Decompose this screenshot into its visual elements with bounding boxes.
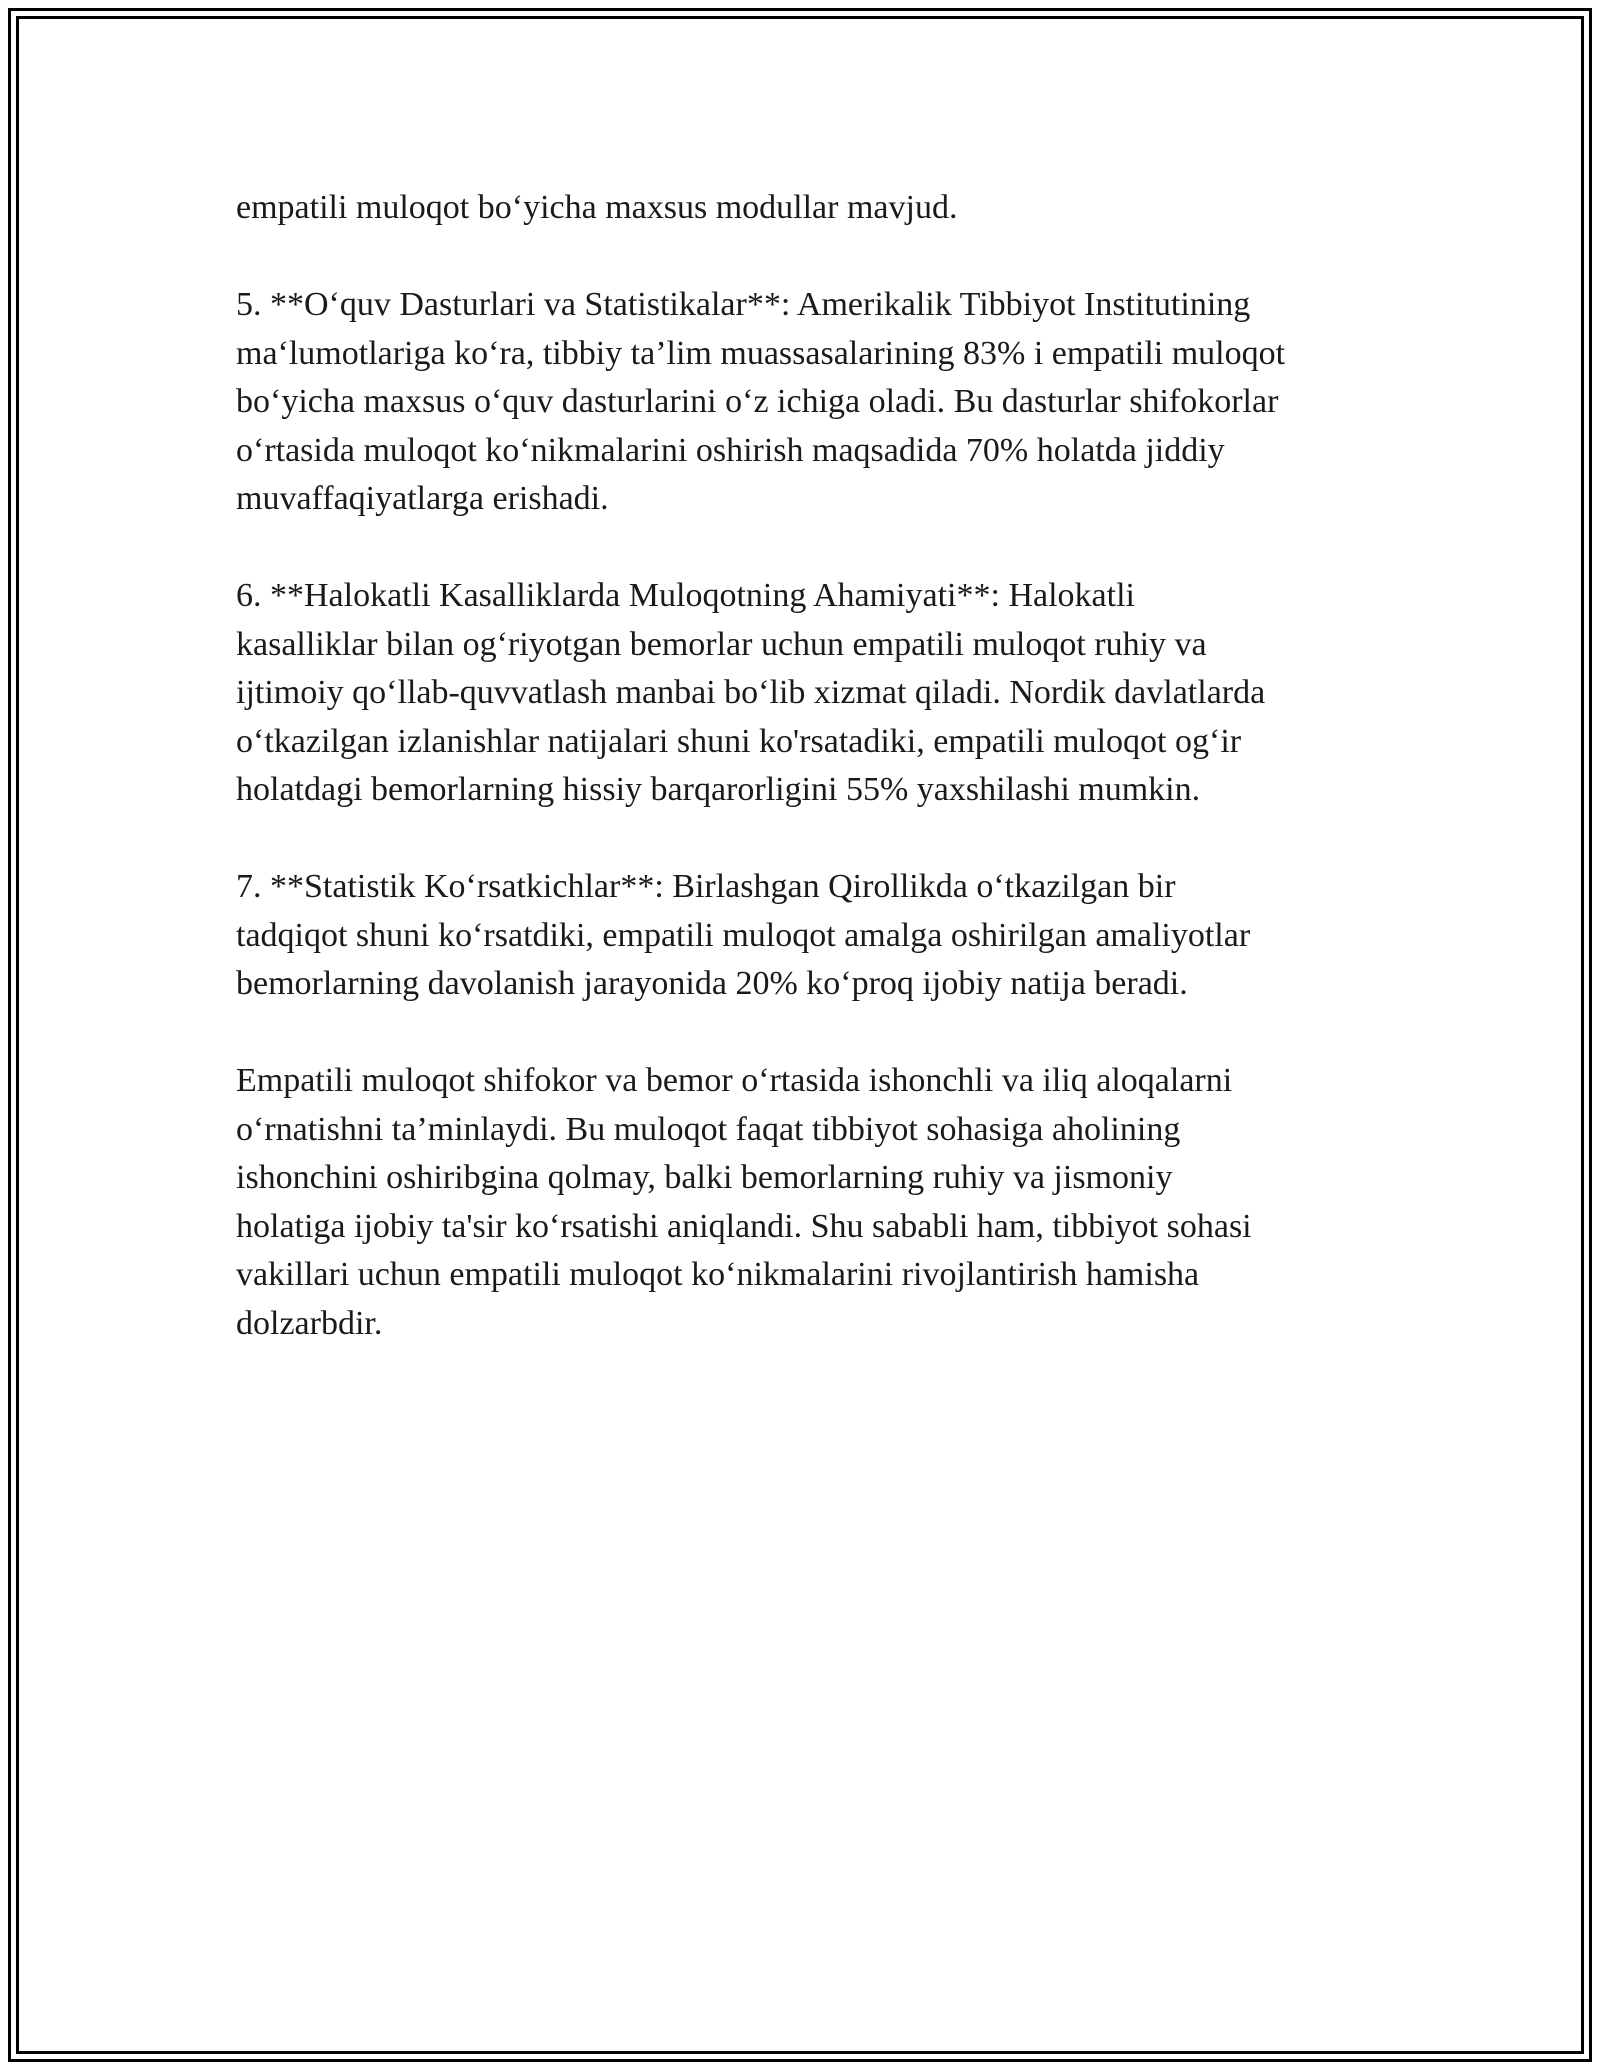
paragraph-item-5: 5. **O‘quv Dasturlari va Statistikalar**: Amerikalik Tibbiyot Institutining ma‘lumotlariga ko‘ra, tibbiy ta’lim muassasalarining 83% i empatili muloqot bo‘yicha maxsus o‘quv dasturlarini o‘z ichiga oladi. Bu dasturlar shifokorlar o‘rtasida muloqot ko‘nikmalarini oshirish maqsadida 70% holatda jiddiy muvaffaqiyatlarga erishadi. [236, 286, 1286, 517]
paragraph-item-7: 7. **Statistik Ko‘rsatkichlar**: Birlashgan Qirollikda o‘tkazilgan bir tadqiqot shuni ko‘rsatdiki, empatili muloqot amalga oshirilgan amaliyotlar bemorlarning davolanish jarayonida 20% ko‘proq ijobiy natija beradi. [236, 868, 1251, 1002]
paragraph-item-6: 6. **Halokatli Kasalliklarda Muloqotning Ahamiyati**: Halokatli kasalliklar bilan og‘riyotgan bemorlar uchun empatili muloqot ruhiy va ijtimoiy qo‘llab-quvvatlash manbai bo‘lib xizmat qiladi. Nordik davlatlarda o‘tkazilgan izlanishlar natijalari shuni ko'rsatadiki, empatili muloqot og‘ir holatdagi bemorlarning hissiy barqarorligini 55% yaxshilashi mumkin. [236, 577, 1266, 808]
paragraph-conclusion: Empatili muloqot shifokor va bemor o‘rtasida ishonchli va iliq aloqalarni o‘rnatishni ta’minlaydi. Bu muloqot faqat tibbiyot sohasiga aholining ishonchini oshiribgina qolmay, balki bemorlarning ruhiy va jismoniy holatiga ijobiy ta'sir ko‘rsatishi aniqlandi. Shu sababli ham, tibbiyot sohasi vakillari uchun empatili muloqot ko‘nikmalarini rivojlantirish hamisha dolzarbdir. [236, 1062, 1252, 1342]
paragraph-intro-continuation: empatili muloqot bo‘yicha maxsus modullar mavjud. [236, 189, 958, 226]
document-body [236, 184, 1376, 1397]
